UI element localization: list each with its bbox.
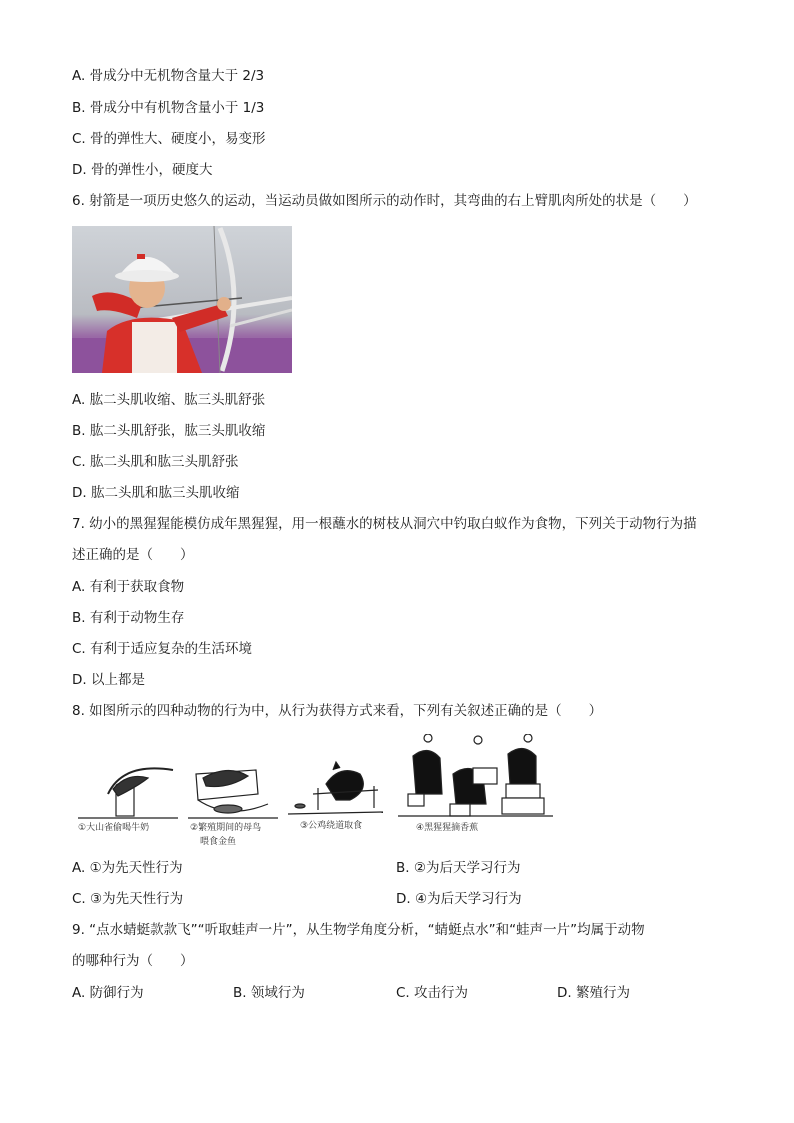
- q7-stem-line2: 述正确的是（ ）: [72, 547, 194, 563]
- q9-option-a: A. 防御行为: [72, 985, 144, 1001]
- q6-option-d: D. 肱二头肌和肱三头肌收缩: [72, 485, 240, 501]
- q7-option-b: B. 有利于动物生存: [72, 610, 185, 626]
- q6-option-a: A. 肱二头肌收缩、肱三头肌舒张: [72, 392, 266, 408]
- q9-stem-line2: 的哪种行为（ ）: [72, 953, 194, 969]
- q9-option-d: D. 繁殖行为: [557, 985, 630, 1001]
- animal-behavior-figure: [78, 734, 558, 850]
- q9-option-c: C. 攻击行为: [396, 985, 469, 1001]
- q9-stem-line1: 9. “点水蜻蜓款款飞”“听取蛙声一片”，从生物学角度分析，“蜻蜓点水”和“蛙声一片”均属于动物: [72, 922, 645, 938]
- rooster-detour-sketch: [288, 762, 383, 814]
- q7-option-a: A. 有利于获取食物: [72, 579, 185, 595]
- q8-option-b: B. ②为后天学习行为: [396, 860, 521, 876]
- bird-feeding-fish-sketch: [188, 770, 278, 818]
- caption-3: ③公鸡绕道取食: [300, 821, 363, 831]
- q6-option-c: C. 肱二头肌和肱三头肌舒张: [72, 454, 239, 470]
- q6-stem: 6. 射箭是一项历史悠久的运动，当运动员做如图所示的动作时，其弯曲的右上臂肌肉所处的状是（ ）: [72, 193, 697, 209]
- q5-option-a: A. 骨成分中无机物含量大于 2/3: [72, 68, 265, 84]
- q7-option-c: C. 有利于适应复杂的生活环境: [72, 641, 253, 657]
- q8-option-c: C. ③为先天性行为: [72, 891, 184, 907]
- q9-option-b: B. 领域行为: [233, 985, 305, 1001]
- q8-option-a: A. ①为先天性行为: [72, 860, 183, 876]
- tit-drinking-milk-sketch: [78, 768, 178, 818]
- q5-option-c: C. 骨的弹性大、硬度小，易变形: [72, 131, 266, 147]
- chimpanzee-bananas-sketch: [398, 734, 553, 816]
- caption-1: ①大山雀偷喝牛奶: [78, 823, 150, 833]
- q8-option-d: D. ④为后天学习行为: [396, 891, 522, 907]
- q5-option-b: B. 骨成分中有机物含量小于 1/3: [72, 100, 265, 116]
- q7-option-d: D. 以上都是: [72, 672, 145, 688]
- q8-stem: 8. 如图所示的四种动物的行为中，从行为获得方式来看，下列有关叙述正确的是（ ）: [72, 703, 603, 719]
- q5-option-d: D. 骨的弹性小，硬度大: [72, 162, 213, 178]
- caption-4: ④黑猩猩摘香蕉: [416, 823, 479, 833]
- archer-photo: [72, 226, 292, 373]
- q7-stem-line1: 7. 幼小的黑猩猩能模仿成年黑猩猩，用一根蘸水的树枝从洞穴中钓取白蚁作为食物，下列关于动物行为描: [72, 516, 697, 532]
- caption-2: ②繁殖期间的母鸟: [190, 823, 262, 833]
- q6-option-b: B. 肱二头肌舒张，肱三头肌收缩: [72, 423, 266, 439]
- caption-2b: 喂食金鱼: [200, 837, 237, 847]
